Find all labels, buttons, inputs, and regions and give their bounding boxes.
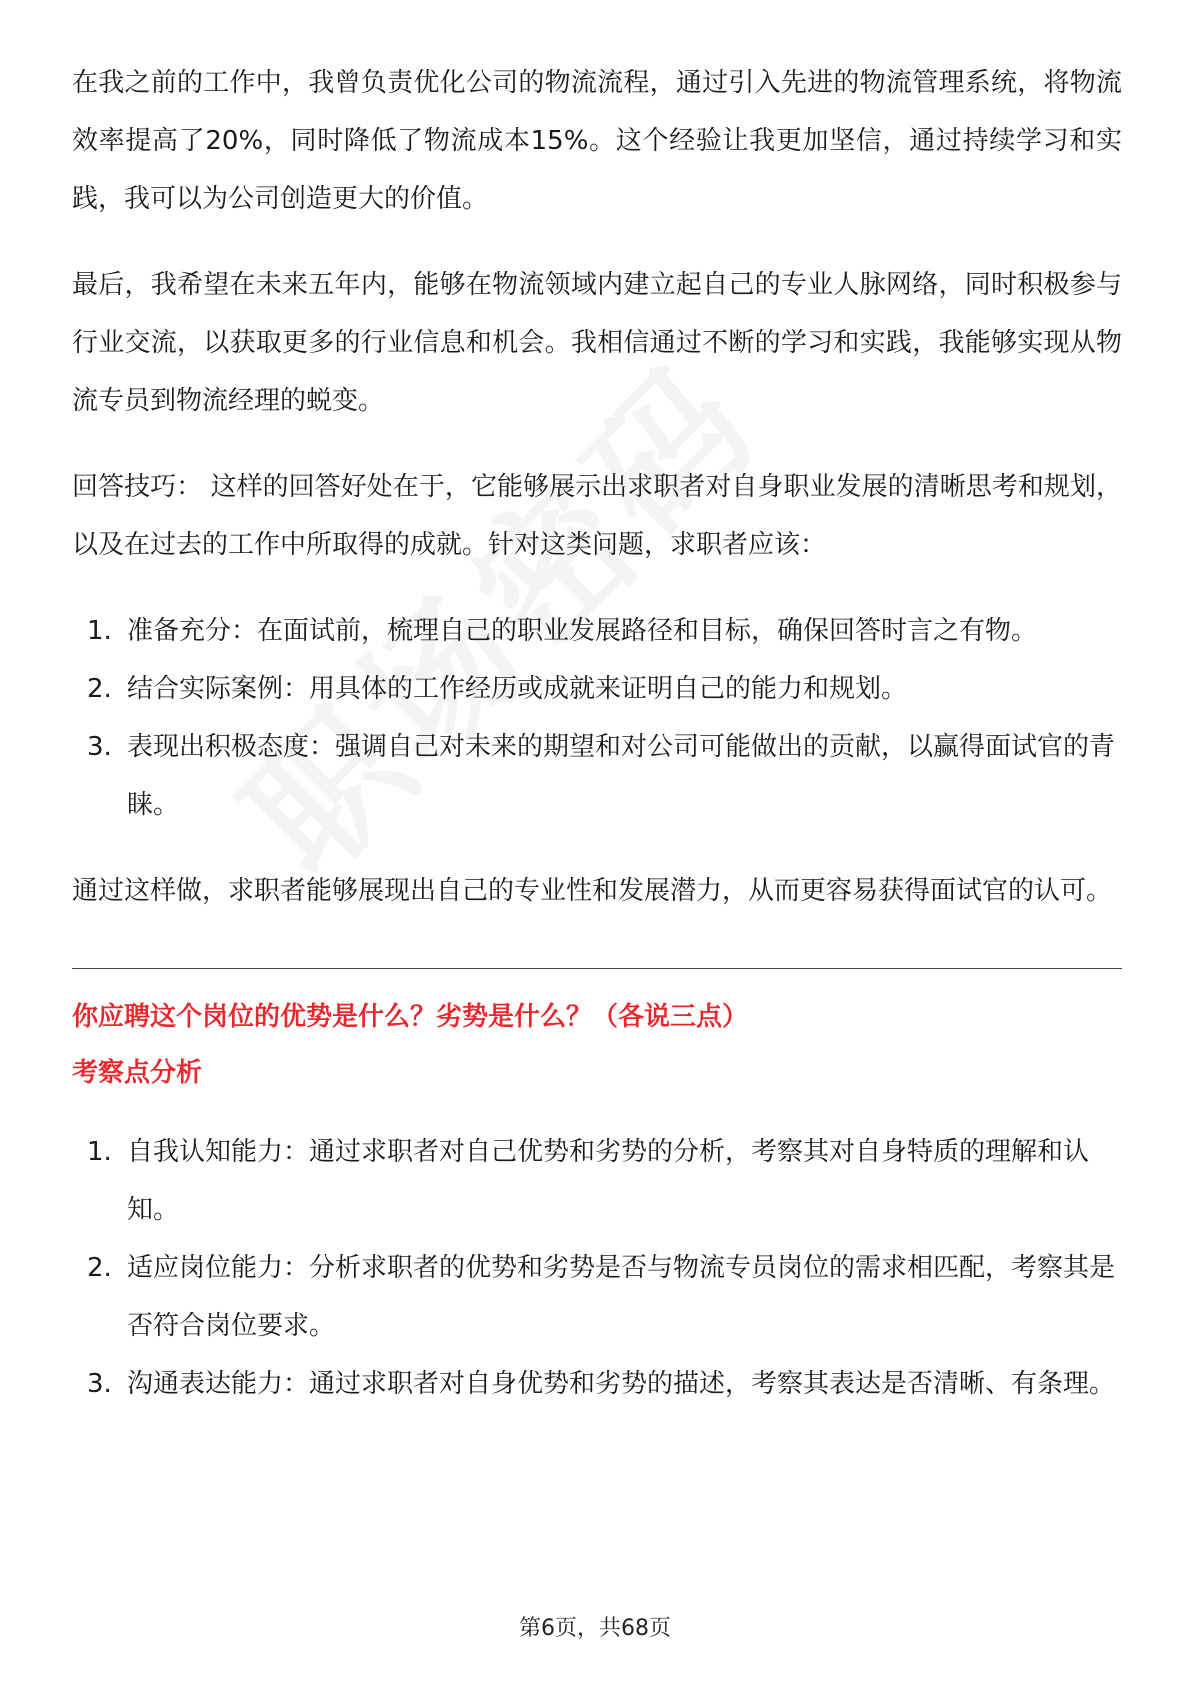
list-item-text: 准备充分：在面试前，梳理自己的职业发展路径和目标，确保回答时言之有物。 — [127, 616, 1038, 646]
question-heading: 你应聘这个岗位的优势是什么？劣势是什么？（各说三点） — [72, 1002, 749, 1032]
list-item-number: 2. — [87, 674, 112, 704]
list-item — [72, 1355, 1122, 1413]
list-item-number: 3. — [87, 1369, 112, 1399]
list-item-number: 2. — [87, 1253, 112, 1283]
list-item-number: 1. — [87, 1137, 112, 1167]
page-number: 第6页，共68页 — [519, 1616, 671, 1641]
list-item-number: 3. — [87, 732, 112, 762]
list-item — [72, 602, 1122, 660]
page-footer — [0, 1611, 1190, 1642]
paragraph-five-year-goal: 最后，我希望在未来五年内，能够在物流领域内建立起自己的专业人脉网络，同时积极参与行业交流，以获取更多的行业信息和机会。我相信通过不断的学习和实践，我能够实现从物流专员到物流经理的蜕变。 — [72, 270, 1122, 416]
list-item-number: 1. — [87, 616, 112, 646]
document-body — [72, 54, 1122, 1441]
list-item-text: 适应岗位能力：分析求职者的优势和劣势是否与物流专员岗位的需求相匹配，考察其是否符合岗位要求。 — [127, 1253, 1116, 1341]
tips-list — [72, 602, 1122, 834]
list-item — [72, 1239, 1122, 1355]
section-divider — [72, 968, 1122, 969]
list-item-text: 结合实际案例：用具体的工作经历或成就来证明自己的能力和规划。 — [127, 674, 908, 704]
analysis-list — [72, 1123, 1122, 1413]
paragraph-answer-tips: 回答技巧： 这样的回答好处在于，它能够展示出求职者对自身职业发展的清晰思考和规划，以及在过去的工作中所取得的成就。针对这类问题，求职者应该： — [72, 472, 1122, 560]
list-item — [72, 718, 1122, 834]
list-item-text: 沟通表达能力：通过求职者对自身优势和劣势的描述，考察其表达是否清晰、有条理。 — [127, 1369, 1116, 1399]
list-item-text: 自我认知能力：通过求职者对自己优势和劣势的分析，考察其对自身特质的理解和认知。 — [127, 1137, 1090, 1225]
analysis-subheading: 考察点分析 — [72, 1058, 203, 1088]
list-item — [72, 1123, 1122, 1239]
paragraph-experience: 在我之前的工作中，我曾负责优化公司的物流流程，通过引入先进的物流管理系统，将物流效率提高了20%，同时降低了物流成本15%。这个经验让我更加坚信，通过持续学习和实践，我可以为公司创造更大的价值。 — [72, 68, 1122, 214]
paragraph-conclusion: 通过这样做，求职者能够展现出自己的专业性和发展潜力，从而更容易获得面试官的认可。 — [72, 876, 1113, 906]
list-item — [72, 660, 1122, 718]
list-item-text: 表现出积极态度：强调自己对未来的期望和对公司可能做出的贡献，以赢得面试官的青睐。 — [127, 732, 1116, 820]
